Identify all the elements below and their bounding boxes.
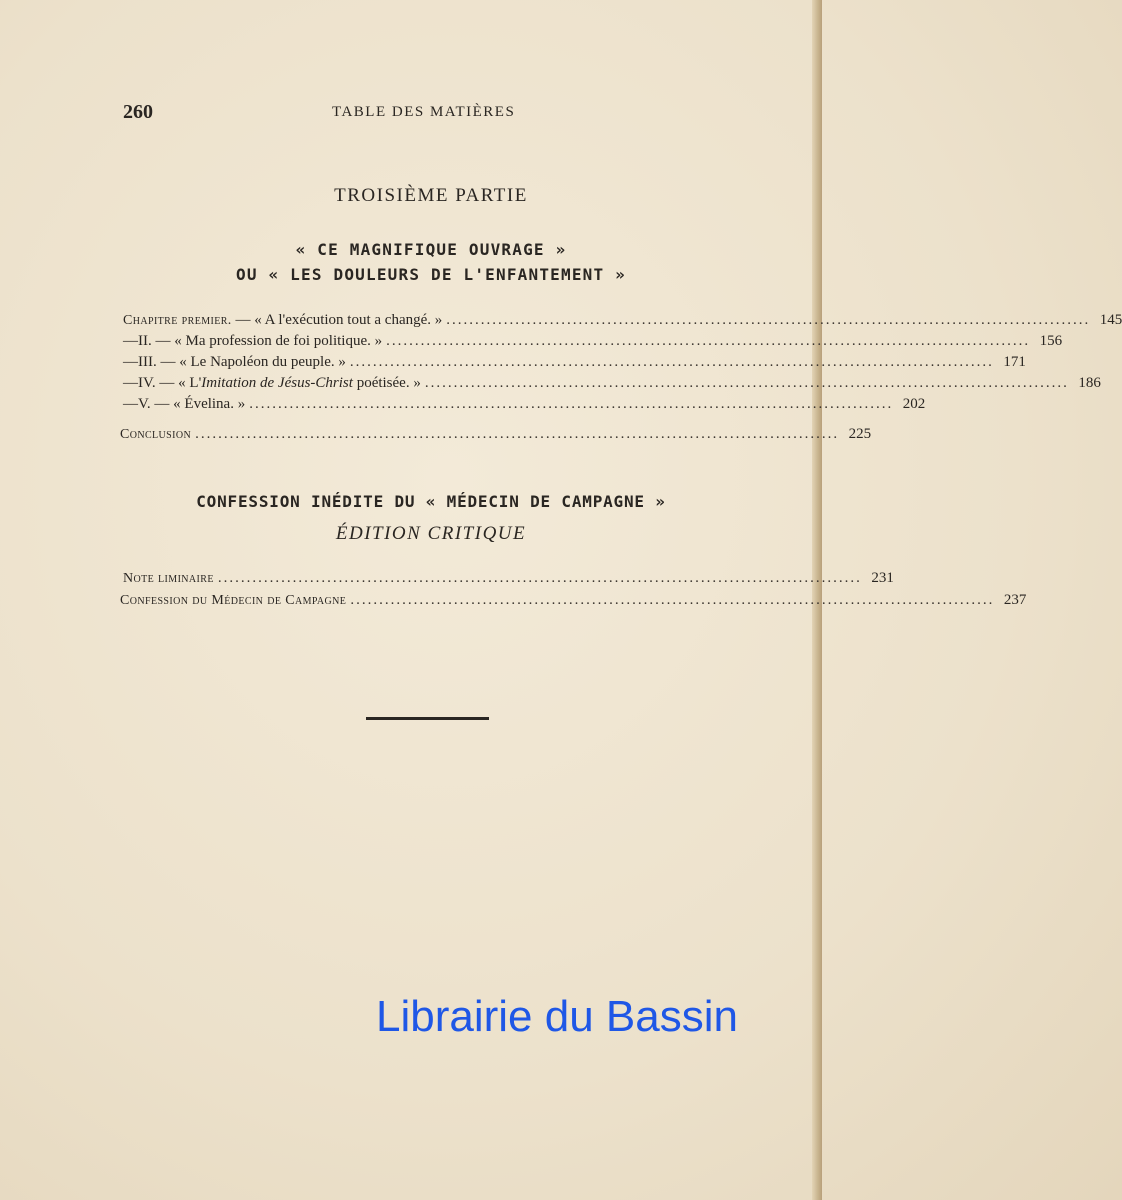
chapter-title-suffix: poétisée. » (352, 375, 421, 391)
part-subtitle-line1: « CE MAGNIFIQUE OUVRAGE » (295, 240, 567, 259)
running-title: TABLE DES MATIÈRES (332, 104, 516, 120)
chapter-title (178, 375, 421, 392)
page-ref: 186 (1078, 375, 1101, 391)
page-ref: 145 (1099, 312, 1122, 328)
dot-leader: ................................................................................................................ (217, 570, 862, 586)
chapter-title: « Le Napoléon du peuple. » (179, 354, 346, 370)
section-title: CONFESSION INÉDITE DU « MÉDECIN DE CAMPAGNE » (196, 492, 666, 511)
page-ref: 156 (1039, 333, 1063, 349)
toc-entry-chapter-3[interactable] (123, 354, 1026, 371)
chapter-title-italic: Imitation de Jésus-Christ (201, 375, 353, 391)
chapter-title: « Ma profession de foi politique. » (174, 333, 383, 349)
chapter-title: « Évelina. » (173, 396, 246, 412)
part-subtitle-line2: OU « LES DOULEURS DE L'ENFANTEMENT » (236, 265, 626, 284)
dot-leader: ................................................................................................................ (386, 333, 1031, 349)
toc-entry-chapter-5[interactable] (123, 396, 926, 413)
closing-rule (366, 717, 489, 720)
toc-entry-confession[interactable] (120, 592, 1027, 609)
page-ref: 225 (848, 426, 872, 442)
chapter-title: « A l'exécution tout a changé. » (254, 312, 443, 328)
chapter-title-prefix: « L' (178, 375, 202, 391)
dot-leader: ................................................................................................................ (446, 312, 1091, 328)
separator-dash: — (155, 333, 171, 349)
chapter-number: V. (138, 396, 151, 412)
separator-dash: — (235, 312, 251, 328)
conclusion-label: Conclusion (120, 427, 192, 442)
ditto-dash: — (123, 396, 138, 412)
page-ref: 171 (1003, 354, 1026, 370)
chapter-number: IV. (138, 375, 156, 391)
ditto-dash: — (123, 375, 138, 391)
toc-entry-chapter-1[interactable] (123, 312, 1122, 329)
dot-leader: ................................................................................................................ (195, 426, 840, 442)
separator-dash: — (154, 396, 170, 412)
dot-leader: ................................................................................................................ (424, 375, 1069, 391)
toc-entry-note-liminaire[interactable] (123, 570, 894, 587)
dot-leader: ................................................................................................................ (350, 592, 995, 608)
separator-dash: — (160, 354, 176, 370)
ditto-dash: — (123, 333, 138, 349)
page-ref: 231 (871, 570, 894, 586)
entry-label: Confession du Médecin de Campagne (120, 593, 347, 608)
section-subtitle: ÉDITION CRITIQUE (335, 523, 527, 544)
separator-dash: — (159, 375, 175, 391)
chapter-number: III. (138, 354, 157, 370)
chapter-label: Chapitre premier. (123, 313, 232, 328)
page-ref: 237 (1003, 592, 1027, 608)
toc-entry-chapter-4[interactable] (123, 375, 1101, 392)
part-title: TROISIÈME PARTIE (334, 185, 528, 206)
toc-entry-chapter-2[interactable] (123, 333, 1063, 350)
watermark: Librairie du Bassin (376, 992, 738, 1041)
dot-leader: ................................................................................................................ (349, 354, 994, 370)
entry-label: Note liminaire (123, 571, 214, 586)
page-ref: 202 (902, 396, 926, 412)
dot-leader: ................................................................................................................ (249, 396, 894, 412)
ditto-dash: — (123, 354, 138, 370)
page-number: 260 (123, 101, 153, 123)
toc-entry-conclusion[interactable] (120, 426, 872, 443)
chapter-number: II. (138, 333, 152, 349)
